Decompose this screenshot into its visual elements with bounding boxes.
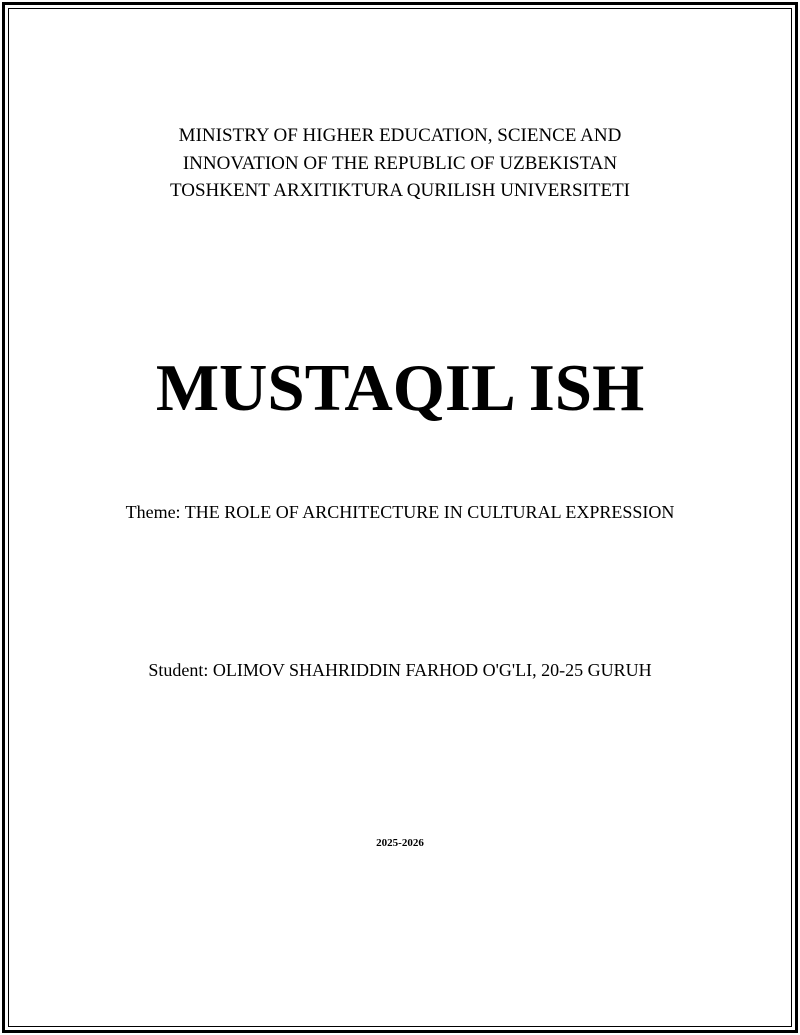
institution-header [0, 122, 800, 205]
theme-line: Theme: THE ROLE OF ARCHITECTURE IN CULTURAL EXPRESSION [125, 502, 675, 522]
document-title: MUSTAQIL ISH [155, 351, 645, 425]
header-line-university: TOSHKENT ARXITIKTURA QURILISH UNIVERSITETI [169, 180, 631, 201]
student-line: Student: OLIMOV SHAHRIDDIN FARHOD O'G'LI, 20-25 GURUH [148, 660, 652, 680]
academic-year: 2025-2026 [376, 837, 424, 849]
header-line-republic: INNOVATION OF THE REPUBLIC OF UZBEKISTAN [182, 152, 618, 174]
header-line-ministry: MINISTRY OF HIGHER EDUCATION, SCIENCE AND [178, 125, 622, 146]
